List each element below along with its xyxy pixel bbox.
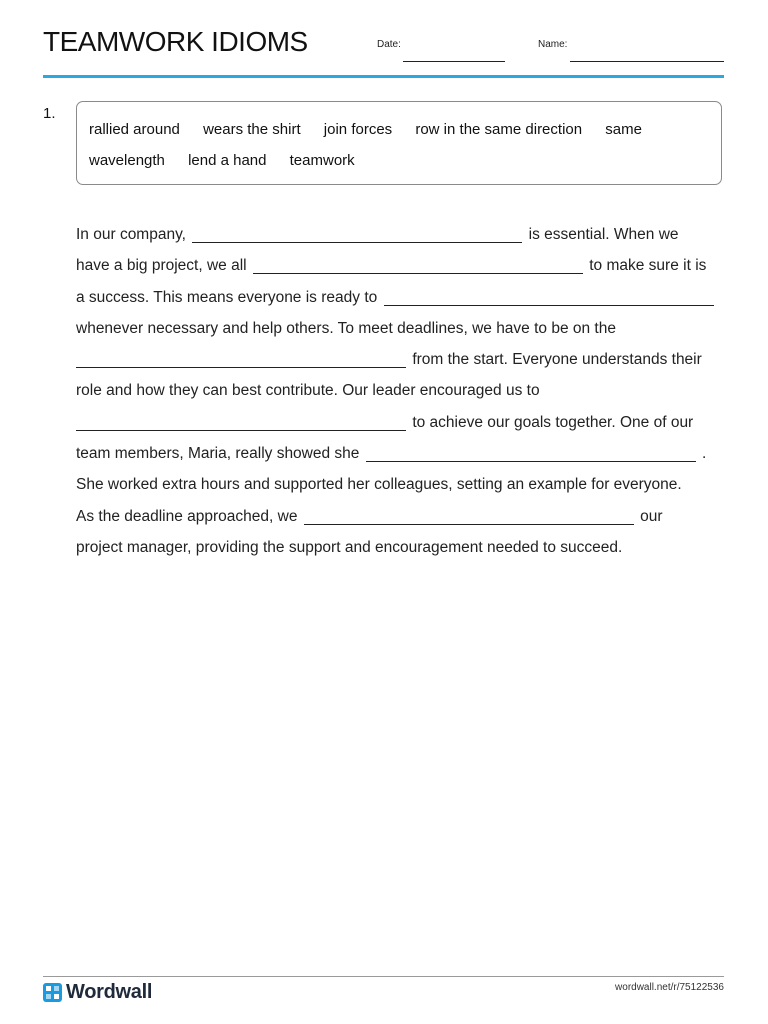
word-bank-item[interactable]: rallied around <box>89 121 180 138</box>
passage-text: from the start. Everyone understands their <box>412 351 702 369</box>
question-number: 1. <box>43 105 56 122</box>
page-title: TEAMWORK IDIOMS <box>43 26 308 57</box>
passage-text: to achieve our goals together. One of our <box>412 413 694 431</box>
passage-text: team members, Maria, really showed she <box>76 445 360 463</box>
worksheet-header <box>43 26 724 78</box>
answer-blank-1[interactable] <box>192 226 522 243</box>
wordwall-grid-icon <box>43 983 62 1002</box>
word-bank <box>76 101 722 185</box>
passage-line <box>76 438 724 469</box>
answer-blank-5[interactable] <box>76 414 406 431</box>
footer-divider <box>43 976 724 977</box>
word-bank-item[interactable]: teamwork <box>289 152 355 169</box>
header-divider <box>43 75 724 78</box>
footer-url[interactable]: wordwall.net/r/75122536 <box>615 982 724 993</box>
passage-text: As the deadline approached, we <box>76 507 298 525</box>
brand-name: Wordwall <box>66 980 153 1003</box>
word-bank-item[interactable]: join forces <box>323 121 393 138</box>
name-label: Name: <box>538 39 568 50</box>
passage-line <box>74 407 724 438</box>
passage-text: In our company, <box>76 226 186 243</box>
passage-line <box>76 219 724 250</box>
passage-line <box>76 532 724 563</box>
passage-line <box>76 313 724 344</box>
word-bank-item[interactable]: same wavelength <box>89 121 642 169</box>
word-bank-item[interactable]: lend a hand <box>188 152 267 169</box>
passage-text: She worked extra hours and supported her colleagues, setting an example for everyone. <box>76 476 682 494</box>
passage-line <box>76 375 724 406</box>
word-bank-item[interactable]: wears the shirt <box>203 121 301 138</box>
passage-line <box>76 501 724 532</box>
date-field[interactable] <box>403 61 505 62</box>
word-bank-item[interactable]: row in the same direction <box>415 121 583 138</box>
passage-line <box>76 469 724 500</box>
passage-text: to make sure it is <box>589 257 707 275</box>
passage-text: project manager, providing the support and encouragement needed to succeed. <box>76 538 623 556</box>
passage-text: role and how they can best contribute. Our leader encouraged us to <box>76 382 540 400</box>
answer-blank-2[interactable] <box>253 257 583 274</box>
cloze-passage <box>76 219 724 563</box>
date-label: Date: <box>377 39 401 50</box>
passage-text: . <box>702 445 707 463</box>
wordwall-logo[interactable] <box>43 981 152 1003</box>
answer-blank-7[interactable] <box>304 508 634 525</box>
answer-blank-3[interactable] <box>384 289 714 306</box>
passage-line <box>76 250 724 281</box>
passage-line <box>74 344 724 375</box>
name-field[interactable] <box>570 61 724 62</box>
passage-text: whenever necessary and help others. To meet deadlines, we have to be on the <box>76 319 616 337</box>
passage-line <box>76 282 724 313</box>
answer-blank-6[interactable] <box>366 445 696 462</box>
passage-text: our <box>640 507 663 525</box>
passage-text: is essential. When we <box>528 226 679 243</box>
passage-text: a success. This means everyone is ready to <box>76 288 378 306</box>
passage-text: have a big project, we all <box>76 257 247 275</box>
answer-blank-4[interactable] <box>76 351 406 368</box>
